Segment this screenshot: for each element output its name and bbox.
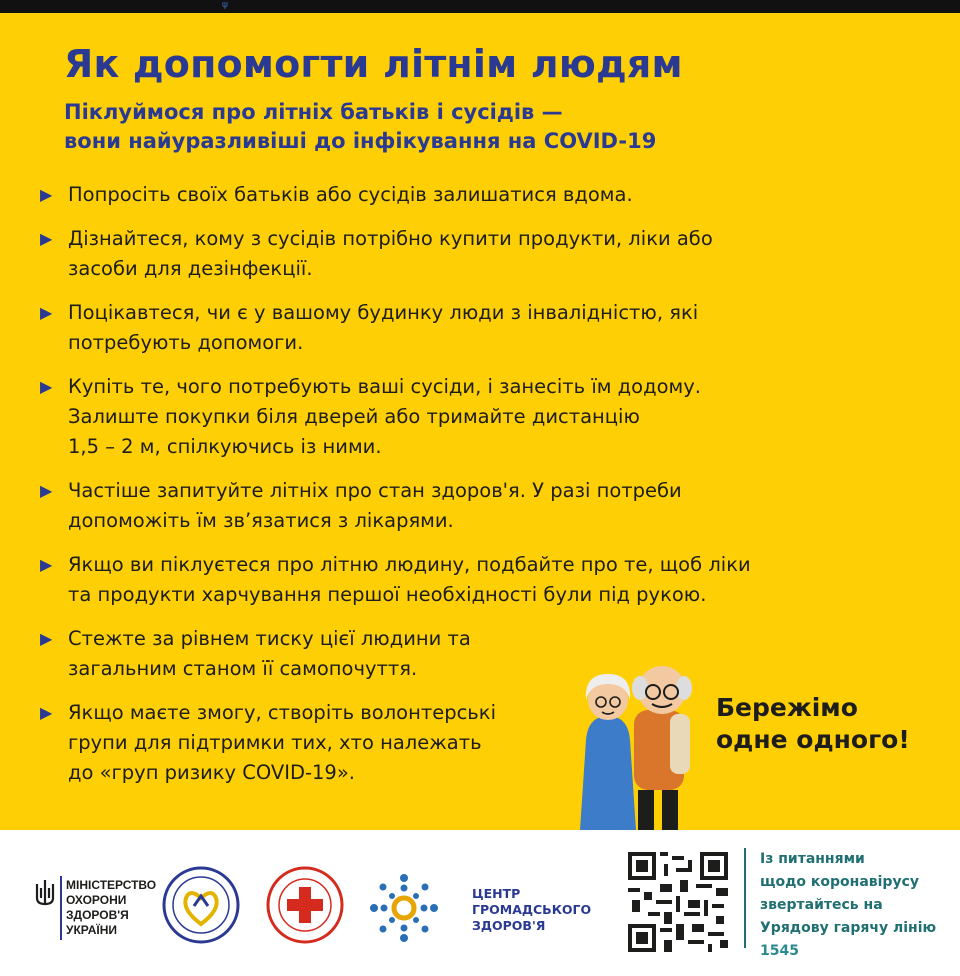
phc-line: ЗДОРОВ'Я [472,918,546,933]
phc-line: ЦЕНТР [472,886,521,901]
hotline-divider [744,848,746,948]
motto [716,692,910,756]
volunteer-seal-icon [162,866,240,944]
tip-line: Якщо ви піклуєтеся про літню людину, подбайте про те, щоб ліки [68,553,751,576]
elderly-couple-illustration [572,650,702,830]
page-title: Як допомогти літнім людям [64,42,683,86]
triangle-bullet-icon: ▶ [40,481,53,500]
tip-line: Поцікавтеся, чи є у вашому будинку люди з інвалідністю, які [68,301,699,324]
tip-line: Якщо маєте змогу, створіть волонтерські [68,701,496,724]
subtitle [64,98,656,156]
motto-line-2: одне одного! [716,725,910,754]
triangle-bullet-icon: ▶ [40,555,53,574]
tip-line: Дізнайтеся, кому з сусідів потрібно купити продукти, ліки або [68,227,713,250]
hotline-line-2: щодо коронавірусу [760,874,920,890]
triangle-bullet-icon: ▶ [40,703,53,722]
red-cross-icon [266,866,344,944]
ministry-name [66,878,156,938]
triangle-bullet-icon: ▶ [40,377,53,396]
top-bar [0,0,960,13]
tip-line: Купіть те, чого потребують ваші сусіди, і занесіть їм додому. [68,375,701,398]
trident-icon [34,878,56,908]
trident-mark-icon: ψ [222,0,228,10]
phc-line: ГРОМАДСЬКОГО [472,902,592,917]
tip-item [40,180,880,210]
tip-item [40,624,880,684]
tip-line: Попросіть своїх батьків або сусідів залишатися вдома. [68,183,633,206]
tip-line: та продукти харчування першої необхідності були під рукою. [68,583,707,606]
tip-line: 1,5 – 2 м, спілкуючись із ними. [68,435,382,458]
hotline-line-3: звертайтесь на [760,897,883,913]
qr-code-icon[interactable] [628,852,728,952]
triangle-bullet-icon: ▶ [40,229,53,248]
phc-name [472,886,591,934]
ministry-line: УКРАЇНИ [66,923,118,937]
tip-line: Стежте за рівнем тиску цієї людини та [68,627,471,650]
tip-line: Частіше запитуйте літніх про стан здоров'я. У разі потреби [68,479,682,502]
public-health-logo-icon [368,872,440,944]
tip-line: групи для підтримки тих, хто належать [68,731,482,754]
hotline-info [760,848,936,963]
ministry-line: ОХОРОНИ [66,893,127,907]
tip-item [40,298,880,358]
ministry-line: ЗДОРОВ'Я [66,908,129,922]
ministry-divider [60,876,62,940]
tip-line: допоможіть їм зв’язатися з лікарями. [68,509,454,532]
tip-line: засоби для дезінфекції. [68,257,313,280]
tip-item [40,476,880,536]
tip-line: до «груп ризику COVID-19». [68,761,355,784]
tip-item [40,372,880,462]
hotline-line-4: Урядову гарячу лінію [760,920,937,936]
hotline-number[interactable]: 1545 [760,943,799,959]
subtitle-line-2: вони найуразливіші до інфікування на COVID-19 [64,129,657,153]
hotline-line-1: Із питаннями [760,851,865,867]
tip-line: загальним станом її самопочуття. [68,657,418,680]
subtitle-line-1: Піклуймося про літніх батьків і сусідів — [64,100,563,124]
triangle-bullet-icon: ▶ [40,185,53,204]
motto-line-1: Бережімо [716,693,858,722]
triangle-bullet-icon: ▶ [40,629,53,648]
tip-item [40,224,880,284]
triangle-bullet-icon: ▶ [40,303,53,322]
tip-line: Залиште покупки біля дверей або тримайте дистанцію [68,405,640,428]
tip-line: потребують допомоги. [68,331,304,354]
tip-item [40,550,880,610]
ministry-line: МІНІСТЕРСТВО [66,878,157,892]
